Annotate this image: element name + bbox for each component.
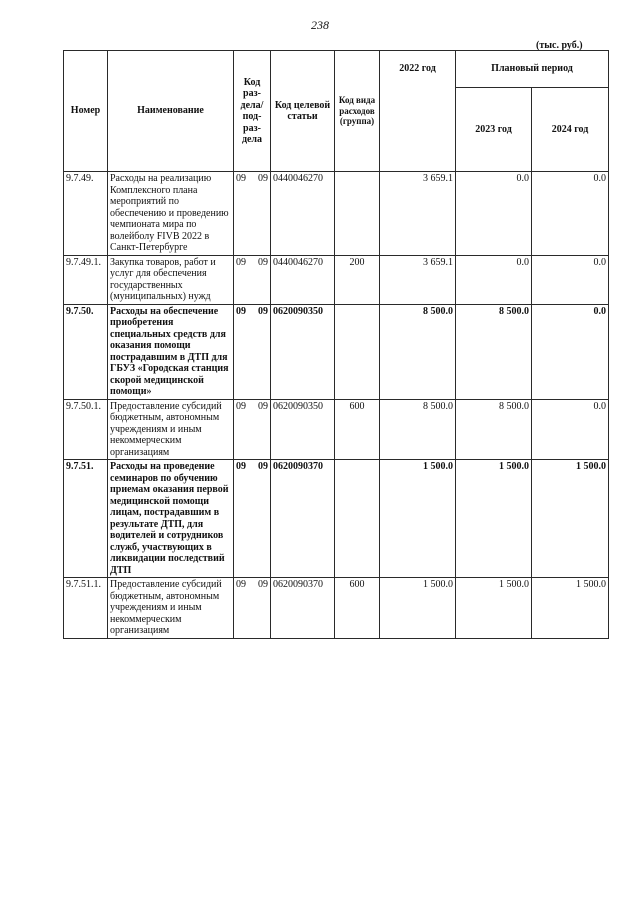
row-expense-type bbox=[335, 172, 380, 256]
row-name: Расходы на проведение семинаров по обучению приемам оказания первой медицинской помощи лицам, пострадавшим в результате ДТП, для водителей и сотрудников служб, участвующих в ликвидации последствий ДТП bbox=[108, 460, 234, 578]
row-target-code: 0620090370 bbox=[271, 460, 335, 578]
row-razdel: 09 bbox=[236, 579, 246, 590]
row-number: 9.7.50. bbox=[64, 304, 108, 399]
table-row bbox=[64, 460, 609, 578]
row-value-2024: 0.0 bbox=[532, 172, 609, 256]
row-value-2022: 3 659.1 bbox=[380, 172, 456, 256]
header-name: Наименование bbox=[108, 51, 234, 172]
row-value-2024: 0.0 bbox=[532, 255, 609, 304]
row-podrazdel: 09 bbox=[258, 400, 268, 412]
table-row bbox=[64, 172, 609, 256]
row-target-code: 0620090350 bbox=[271, 399, 335, 460]
row-razdel: 09 bbox=[236, 400, 246, 412]
table-row bbox=[64, 304, 609, 399]
table-row bbox=[64, 255, 609, 304]
row-name: Закупка товаров, работ и услуг для обеспечения государственных (муниципальных) нужд bbox=[108, 255, 234, 304]
row-section-code bbox=[234, 578, 271, 639]
row-section-code bbox=[234, 255, 271, 304]
header-target: Код целевой статьи bbox=[271, 51, 335, 172]
header-2024: 2024 год bbox=[532, 88, 609, 172]
row-value-2023: 1 500.0 bbox=[456, 460, 532, 578]
row-razdel: 09 bbox=[236, 461, 246, 472]
row-value-2023: 8 500.0 bbox=[456, 399, 532, 460]
row-expense-type: 600 bbox=[335, 399, 380, 460]
row-target-code: 0440046270 bbox=[271, 255, 335, 304]
row-podrazdel: 09 bbox=[258, 256, 268, 268]
row-value-2022: 1 500.0 bbox=[380, 578, 456, 639]
row-number: 9.7.49. bbox=[64, 172, 108, 256]
row-value-2023: 0.0 bbox=[456, 255, 532, 304]
row-podrazdel: 09 bbox=[258, 173, 268, 184]
row-podrazdel: 09 bbox=[258, 579, 268, 590]
budget-table bbox=[63, 50, 609, 639]
row-podrazdel: 09 bbox=[258, 305, 268, 317]
row-name: Расходы на реализацию Комплексного плана мероприятий по обеспечению и проведению чемпионата мира по волейболу FIVB 2022 в Санкт-Петербурге bbox=[108, 172, 234, 256]
row-razdel: 09 bbox=[236, 173, 246, 184]
row-podrazdel: 09 bbox=[258, 461, 268, 472]
table-row bbox=[64, 399, 609, 460]
row-value-2024: 1 500.0 bbox=[532, 578, 609, 639]
row-value-2022: 3 659.1 bbox=[380, 255, 456, 304]
row-expense-type bbox=[335, 460, 380, 578]
row-value-2022: 1 500.0 bbox=[380, 460, 456, 578]
header-2023: 2023 год bbox=[456, 88, 532, 172]
table-body bbox=[64, 172, 609, 639]
row-expense-type bbox=[335, 304, 380, 399]
units-label: (тыс. руб.) bbox=[536, 40, 583, 51]
row-target-code: 0440046270 bbox=[271, 172, 335, 256]
row-value-2024: 1 500.0 bbox=[532, 460, 609, 578]
row-expense-type: 200 bbox=[335, 255, 380, 304]
row-name: Расходы на обеспечение приобретения специальных средств для оказания помощи пострадавшим в ДТП для ГБУЗ «Городская станция скорой медицинской помощи» bbox=[108, 304, 234, 399]
row-number: 9.7.50.1. bbox=[64, 399, 108, 460]
row-value-2024: 0.0 bbox=[532, 304, 609, 399]
header-section: Код раз-дела/ под-раз-дела bbox=[234, 51, 271, 172]
row-razdel: 09 bbox=[236, 256, 246, 268]
row-value-2024: 0.0 bbox=[532, 399, 609, 460]
row-value-2022: 8 500.0 bbox=[380, 399, 456, 460]
row-section-code bbox=[234, 172, 271, 256]
table-row bbox=[64, 578, 609, 639]
header-2022: 2022 год bbox=[380, 51, 456, 172]
row-razdel: 09 bbox=[236, 305, 246, 317]
row-number: 9.7.49.1. bbox=[64, 255, 108, 304]
row-name: Предоставление субсидий бюджетным, автономным учреждениям и иным некоммерческим организациям bbox=[108, 578, 234, 639]
row-value-2022: 8 500.0 bbox=[380, 304, 456, 399]
row-value-2023: 0.0 bbox=[456, 172, 532, 256]
row-section-code bbox=[234, 399, 271, 460]
header-planned-period: Плановый период bbox=[456, 51, 609, 88]
row-expense-type: 600 bbox=[335, 578, 380, 639]
row-section-code bbox=[234, 304, 271, 399]
row-number: 9.7.51.1. bbox=[64, 578, 108, 639]
header-number: Номер bbox=[64, 51, 108, 172]
row-target-code: 0620090370 bbox=[271, 578, 335, 639]
row-target-code: 0620090350 bbox=[271, 304, 335, 399]
row-section-code bbox=[234, 460, 271, 578]
row-name: Предоставление субсидий бюджетным, автономным учреждениям и иным некоммерческим организациям bbox=[108, 399, 234, 460]
row-value-2023: 8 500.0 bbox=[456, 304, 532, 399]
row-number: 9.7.51. bbox=[64, 460, 108, 578]
page-number: 238 bbox=[311, 18, 329, 32]
header-expense-type: Код вида расходов (группа) bbox=[335, 51, 380, 172]
row-value-2023: 1 500.0 bbox=[456, 578, 532, 639]
